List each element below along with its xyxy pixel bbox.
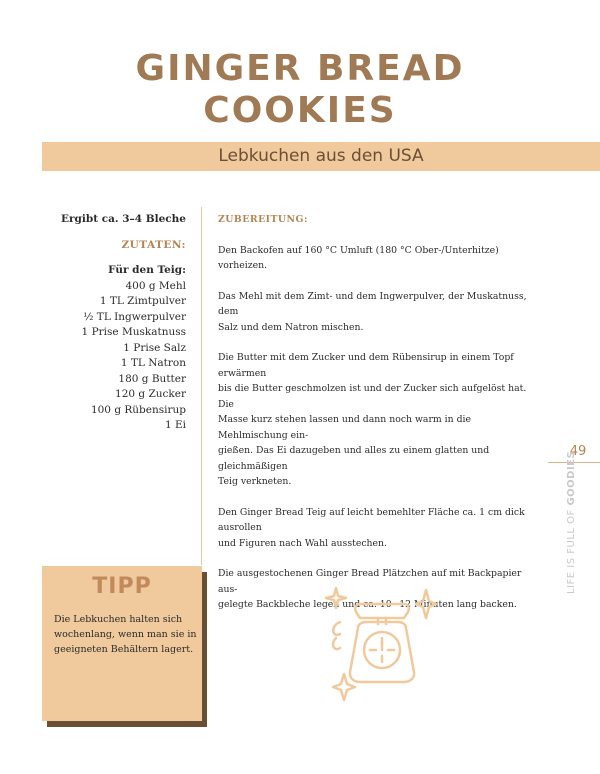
step-line: Teig verkneten. bbox=[218, 476, 292, 487]
preparation-column bbox=[218, 212, 536, 613]
ingredient-item: 180 g Butter bbox=[118, 372, 186, 385]
step-line: gelegte Backbleche legen und ca. 10 –12 Minuten lang backen. bbox=[218, 599, 517, 610]
ingredient-list bbox=[42, 279, 186, 434]
tip-text bbox=[54, 612, 198, 657]
sparkle-icon bbox=[416, 590, 436, 618]
preparation-step bbox=[218, 289, 536, 336]
step-line: bis die Butter geschmolzen ist und der Zucker sich aufgelöst hat. Die bbox=[218, 383, 527, 410]
page-number: 49 bbox=[569, 444, 587, 459]
ingredient-item: ½ TL Ingwerpulver bbox=[83, 310, 186, 323]
ingredients-column bbox=[42, 212, 186, 434]
title-line-2: COOKIES bbox=[203, 90, 397, 131]
step-line: Den Backofen auf 160 °C Umluft (180 °C Ober-/Unterhitze) vorheizen. bbox=[218, 244, 499, 271]
ingredient-item: 1 TL Zimtpulver bbox=[99, 295, 186, 307]
tip-line: geeigneten Behältern lagert. bbox=[54, 644, 194, 655]
step-line: Das Mehl mit dem Zimt- und dem Ingwerpulver, der Muskatnuss, dem bbox=[218, 290, 527, 317]
recipe-title bbox=[0, 48, 600, 132]
yield-text: Ergibt ca. 3–4 Bleche bbox=[61, 213, 186, 225]
preparation-step bbox=[218, 350, 536, 490]
ingredients-heading: ZUTATEN: bbox=[121, 238, 186, 251]
recipe-subtitle: Lebkuchen aus den USA bbox=[218, 146, 424, 166]
preparation-heading: ZUBEREITUNG: bbox=[218, 214, 308, 225]
column-divider bbox=[201, 207, 202, 565]
title-line-1: GINGER BREAD bbox=[135, 48, 465, 89]
ingredient-item: 1 Ei bbox=[164, 419, 186, 431]
step-line: gießen. Das Ei dazugeben und alles zu einem glatten und gleichmäßigen bbox=[218, 445, 490, 472]
side-slogan-normal: LIFE IS FULL OF bbox=[566, 505, 577, 594]
tip-title: TIPP bbox=[92, 574, 152, 599]
step-line: und Figuren nach Wahl ausstechen. bbox=[218, 537, 387, 549]
sparkle-icon bbox=[326, 588, 346, 608]
side-slogan-bold: GOODIES bbox=[566, 450, 577, 506]
preparation-step bbox=[218, 243, 536, 274]
kitchen-scale-icon bbox=[322, 572, 442, 704]
ingredient-item: 100 g Rübensirup bbox=[90, 403, 186, 416]
step-line: Den Ginger Bread Teig auf leicht bemehlter Fläche ca. 1 cm dick ausrollen bbox=[218, 506, 525, 533]
ingredient-item: 1 Prise Muskatnuss bbox=[81, 326, 186, 338]
step-line: Masse kurz stehen lassen und dann noch warm in die Mehlmischung ein- bbox=[218, 414, 472, 441]
tip-line: wochenlang, wenn man sie in bbox=[54, 629, 197, 640]
ingredient-item: 1 TL Natron bbox=[120, 357, 186, 369]
step-line: Die Butter mit dem Zucker und dem Rübensirup in einem Topf erwärmen bbox=[218, 352, 514, 379]
preparation-step bbox=[218, 505, 536, 552]
tip-line: Die Lebkuchen halten sich bbox=[54, 614, 183, 625]
step-line: Die ausgestochenen Ginger Bread Plätzchen auf mit Backpapier aus- bbox=[218, 568, 522, 595]
ingredient-item: 1 Prise Salz bbox=[123, 341, 186, 354]
ingredient-group-label: Für den Teig: bbox=[108, 264, 186, 276]
ingredient-item: 400 g Mehl bbox=[125, 279, 186, 292]
ingredient-item: 120 g Zucker bbox=[115, 388, 186, 400]
step-line: Salz und dem Natron mischen. bbox=[218, 321, 364, 333]
